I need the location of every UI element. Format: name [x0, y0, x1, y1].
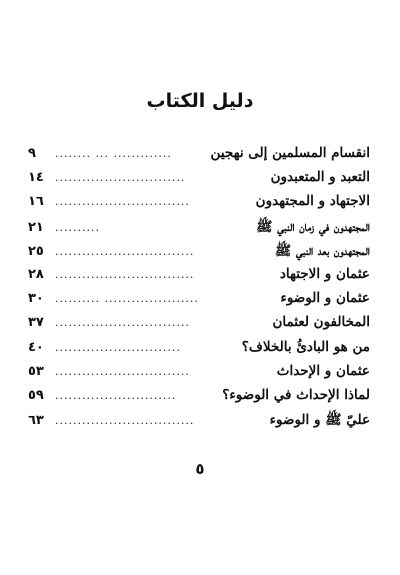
- toc-entry: [28, 387, 370, 411]
- toc-entry: [28, 242, 370, 266]
- toc-entry: [28, 290, 370, 314]
- toc-entry-leader: ...........................: [55, 388, 177, 402]
- toc-entry-page: ٢٨: [28, 266, 44, 282]
- table-of-contents: [28, 145, 370, 435]
- toc-entry-page: ١٤: [28, 170, 44, 186]
- toc-entry-leader: ..............................: [55, 316, 190, 330]
- toc-entry: [28, 363, 370, 387]
- toc-entry-leader: ...............................: [55, 244, 195, 258]
- toc-entry-title: عثمان و الاجتهاد: [279, 265, 370, 282]
- toc-entry: [28, 266, 370, 290]
- toc-entry-title: المجتهدون في زمان النبي ﷺ: [256, 218, 370, 235]
- toc-entry-leader: ............................: [55, 340, 181, 354]
- toc-entry: [28, 145, 370, 169]
- toc-entry-title: عثمان و الوضوء: [280, 290, 370, 307]
- toc-entry: [28, 169, 370, 193]
- toc-entry-page: ٣٠: [28, 291, 44, 307]
- toc-entry-page: ٢١: [28, 219, 44, 235]
- toc-entry-title: من هو البادئُ بالخلاف؟: [241, 338, 370, 355]
- toc-entry-leader: .............................: [55, 171, 186, 185]
- toc-entry-leader: .......... .....................: [55, 292, 199, 306]
- toc-entry-leader: ..............................: [55, 195, 190, 209]
- toc-entry-leader: ..............................: [55, 364, 190, 378]
- toc-entry-page: ٣٧: [28, 315, 44, 331]
- page-number: ٥: [195, 460, 205, 478]
- toc-entry-page: ٢٥: [28, 243, 44, 259]
- toc-entry-title: الاجتهاد و المجتهدون: [255, 193, 370, 210]
- toc-entry-title: انقسام المسلمين إلى نهجين: [210, 145, 370, 161]
- toc-entry-title: المجتهدون بعد النبي ﷺ: [274, 242, 370, 259]
- toc-entry-page: ١٦: [28, 194, 44, 210]
- toc-entry-page: ٦٣: [28, 413, 44, 429]
- toc-entry-title: عليّ ﷺ و الوضوء: [269, 412, 370, 429]
- toc-entry: [28, 339, 370, 363]
- toc-entry-page: ٤٠: [28, 339, 44, 355]
- toc-entry-leader: ..........: [55, 220, 100, 234]
- toc-entry: [28, 314, 370, 338]
- toc-entry: [28, 193, 370, 217]
- toc-entry-title: المخالفون لعثمان: [272, 314, 370, 331]
- toc-entry-leader: ...............................: [55, 414, 195, 428]
- toc-entry: [28, 411, 370, 435]
- toc-entry-page: ٥٩: [28, 387, 44, 403]
- toc-entry-title: لماذا الإحداث في الوضوء؟: [222, 386, 370, 403]
- toc-entry-title: عثمان و الإحداث: [276, 362, 370, 379]
- toc-entry-page: ٩: [28, 146, 36, 161]
- toc-entry-page: ٥٣: [28, 363, 44, 379]
- toc-entry: [28, 218, 370, 242]
- toc-entry-title: التعبد و المتعبدون: [270, 169, 370, 186]
- toc-entry-leader: ...............................: [55, 267, 195, 281]
- toc-entry-leader: ........ ... .............: [55, 147, 172, 160]
- page-title: دليل الكتاب: [146, 90, 254, 112]
